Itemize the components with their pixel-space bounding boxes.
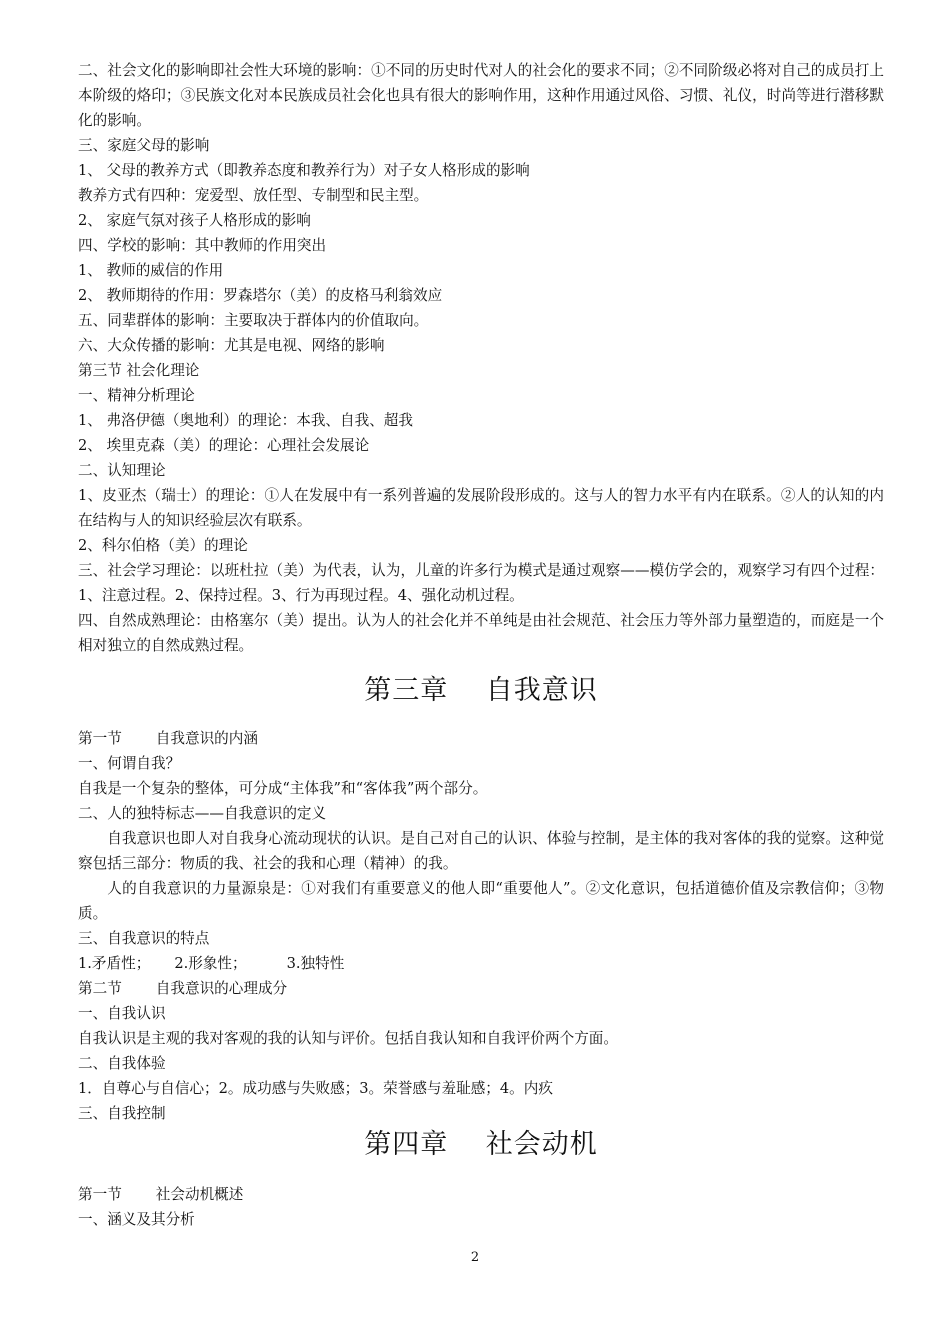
subheading: 二、自我体验 (78, 1055, 166, 1072)
paragraph-maturation: 四、自然成熟理论：由格塞尔（美）提出。认为人的社会化并不单纯是由社会规范、社会压力等外部力量塑造的，而庭是一个相对独立的自然成熟过程。 (78, 612, 884, 654)
section-label: 第二节 (78, 980, 122, 997)
feature-item: 3.独特性 (286, 955, 345, 972)
list-item: 1、 教师的威信的作用 (78, 262, 224, 279)
chapter-title: 第三章 自我意识 (364, 675, 598, 706)
section-title: 自我意识的内涵 (155, 730, 258, 747)
section-heading (78, 726, 884, 751)
section-heading (78, 1182, 884, 1207)
paragraph-social-culture: 二、社会文化的影响即社会性大环境的影响：①不同的历史时代对人的社会化的要求不同；②不同阶级必将对自己的成员打上本阶级的烙印；③民族文化对本民族成员社会化也具有很大的影响作用，这种作用通过风俗、习惯、礼仪，时尚等进行潜移默化的影响。 (78, 62, 884, 129)
feature-item: 2.形象性； (174, 955, 247, 972)
paragraph-source: 人的自我意识的力量源泉是：①对我们有重要意义的他人即“重要他人”。②文化意识，包括道德价值及宗教信仰；③物质。 (78, 880, 884, 922)
heading-peer-influence: 五、同辈群体的影响：主要取决于群体内的价值取向。 (78, 312, 429, 329)
section-heading (78, 976, 884, 1001)
heading-psychoanalysis: 一、精神分析理论 (78, 387, 195, 404)
paragraph-social-learning: 三、社会学习理论：以班杜拉（美）为代表，认为，儿童的许多行为模式是通过观察——模仿学会的，观察学习有四个过程：1、注意过程。2、保持过程。3、行为再现过程。4、强化动机过程。 (78, 562, 884, 604)
section-heading: 第三节 社会化理论 (78, 362, 200, 379)
subheading: 三、自我控制 (78, 1105, 166, 1122)
list-item: 2、 家庭气氛对孩子人格形成的影响 (78, 212, 311, 229)
heading-family-influence: 三、家庭父母的影响 (78, 137, 210, 154)
subheading: 二、人的独特标志——自我意识的定义 (78, 805, 327, 822)
feature-item: 1.矛盾性； (78, 955, 151, 972)
subheading: 一、涵义及其分析 (78, 1211, 195, 1228)
section-title: 自我意识的心理成分 (155, 980, 288, 997)
subheading: 一、自我认识 (78, 1005, 166, 1022)
heading-cognitive-theory: 二、认知理论 (78, 462, 166, 479)
heading-media-influence: 六、大众传播的影响：尤其是电视、网络的影响 (78, 337, 385, 354)
text-line: 自我是一个复杂的整体，可分成“主体我”和“客体我”两个部分。 (78, 780, 488, 797)
paragraph-definition: 自我意识也即人对自我身心流动现状的认识。是自己对自己的认识、体验与控制，是主体的我对客体的我的觉察。这种觉察包括三部分：物质的我、社会的我和心理（精神）的我。 (78, 830, 884, 872)
list-item: 1、 父母的教养方式（即教养态度和教养行为）对子女人格形成的影响 (78, 162, 530, 179)
section-label: 第一节 (78, 730, 122, 747)
page-content (78, 58, 884, 1232)
heading-school-influence: 四、学校的影响：其中教师的作用突出 (78, 237, 327, 254)
subheading: 三、自我意识的特点 (78, 930, 210, 947)
list-item: 2、科尔伯格（美）的理论 (78, 537, 248, 554)
paragraph-piaget: 1、皮亚杰（瑞士）的理论：①人在发展中有一系列普遍的发展阶段形成的。这与人的智力水平有内在联系。②人的认知的内在结构与人的知识经验层次有联系。 (78, 487, 884, 529)
list-item: 2、 埃里克森（美）的理论：心理社会发展论 (78, 437, 370, 454)
section-label: 第一节 (78, 1186, 122, 1203)
text-line: 1．自尊心与自信心；2。成功感与失败感；3。荣誉感与羞耻感；4。内疚 (78, 1080, 553, 1097)
list-item: 2、 教师期待的作用：罗森塔尔（美）的皮格马利翁效应 (78, 287, 443, 304)
text-line: 自我认识是主观的我对客观的我的认知与评价。包括自我认知和自我评价两个方面。 (78, 1030, 618, 1047)
list-item: 1、 弗洛伊德（奥地利）的理论：本我、自我、超我 (78, 412, 413, 429)
page-number: 2 (470, 1250, 480, 1265)
feature-list (78, 951, 884, 976)
subheading: 一、何谓自我？ (78, 755, 181, 772)
chapter-title: 第四章 社会动机 (364, 1129, 598, 1160)
section-title: 社会动机概述 (155, 1186, 244, 1203)
text-line: 教养方式有四种：宠爱型、放任型、专制型和民主型。 (78, 187, 429, 204)
